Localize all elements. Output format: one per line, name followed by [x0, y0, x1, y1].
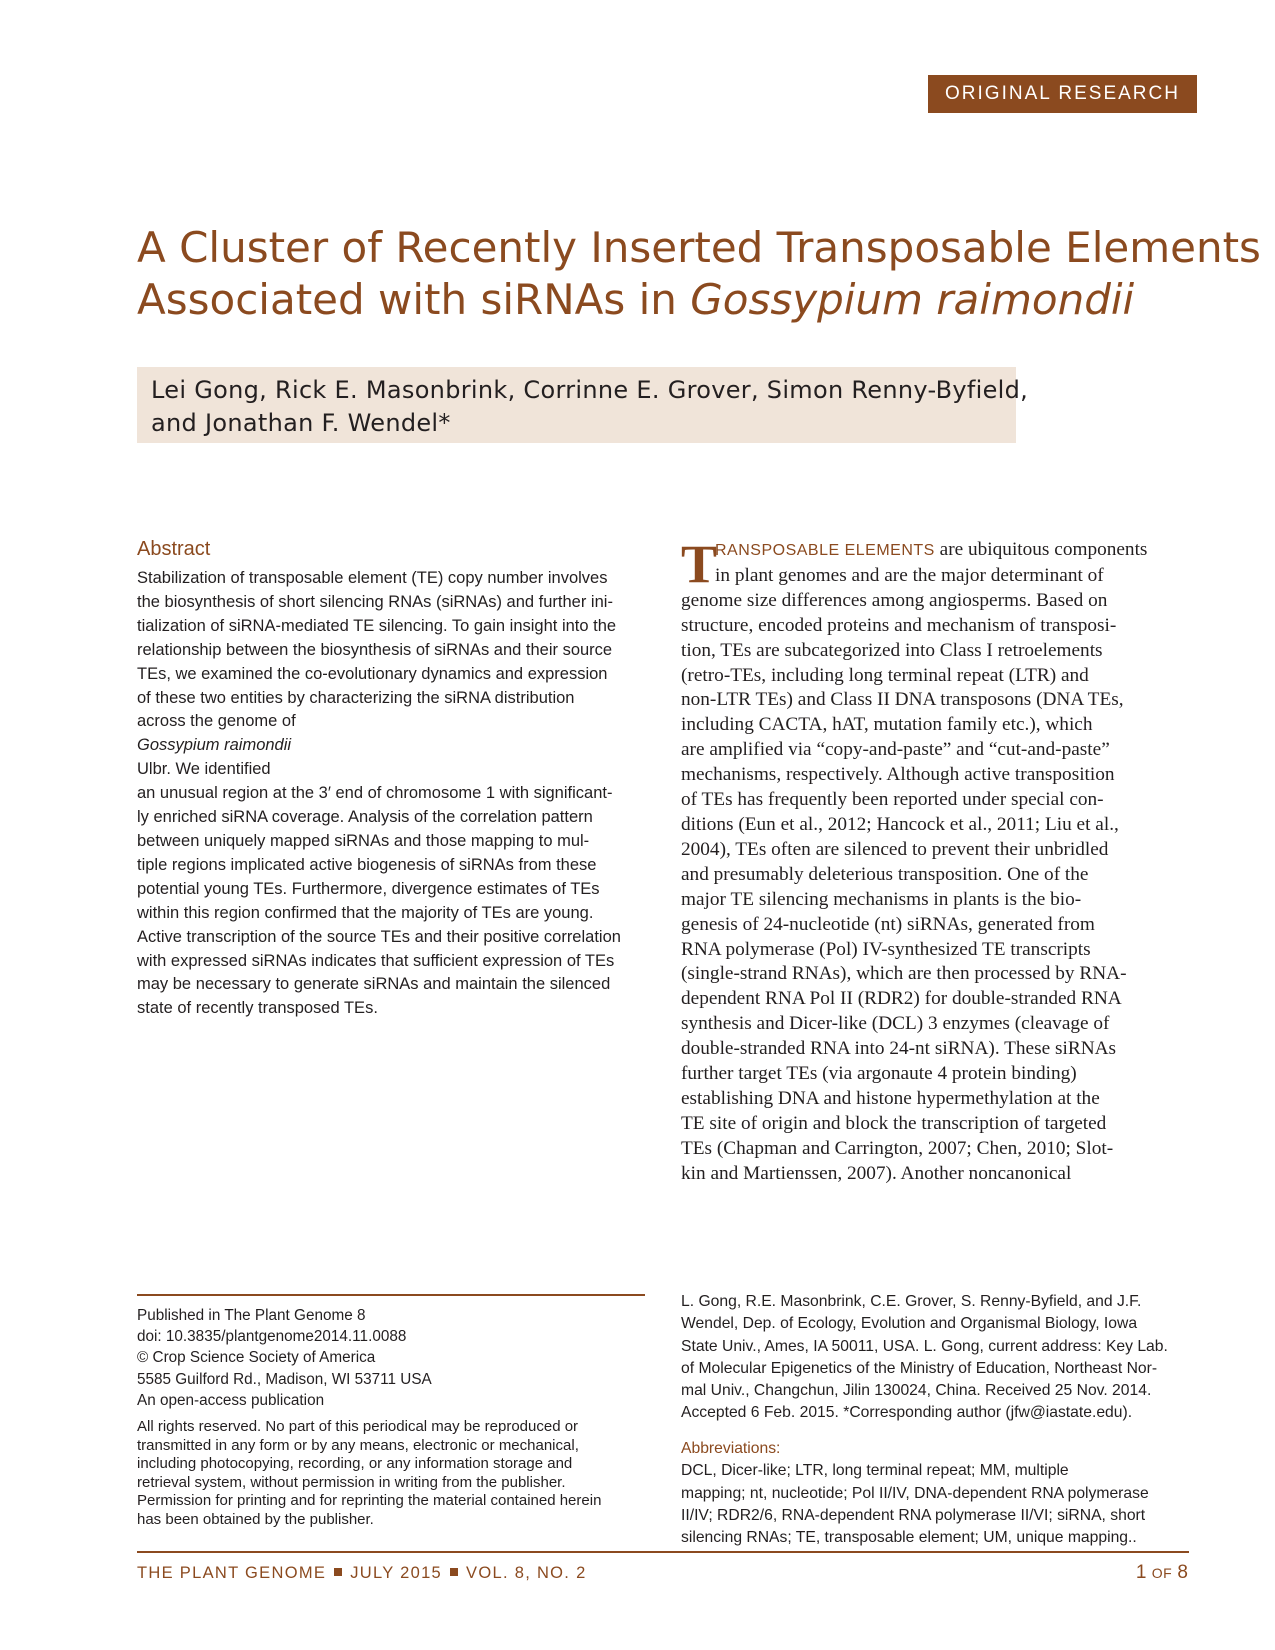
footer-separator — [450, 1568, 458, 1576]
footnote-divider — [137, 1294, 645, 1296]
page-of: OF — [1151, 1565, 1173, 1581]
rights-line: retrieval system, without permission in writing from the publisher. — [137, 1473, 566, 1491]
pubinfo-line: © Crop Science Society of America — [137, 1349, 376, 1367]
intro-line: kin and Martienssen, 2007). Another noncanonical — [681, 1162, 1072, 1184]
rights-line: Permission for printing and for reprinting the material contained herein — [137, 1492, 602, 1510]
abstract-line: with expressed siRNAs indicates that sufficient expression of TEs — [137, 951, 615, 970]
abbr-line: II/IV; RDR2/6, RNA-dependent RNA polymerase II/VI; siRNA, short — [681, 1506, 1146, 1524]
abbr-label: Abbreviations: — [681, 1440, 781, 1457]
footer-journal: THE PLANT GENOME — [137, 1564, 327, 1582]
intro-line: (retro-TEs, including long terminal repeat (LTR) and — [681, 664, 1089, 686]
article-title — [137, 222, 1261, 326]
drop-cap: T — [681, 534, 718, 594]
abbr-line-text: DCL, Dicer-like; LTR, long terminal repeat; MM, multiple — [681, 1462, 1069, 1480]
intro-line: non-LTR TEs) and Class II DNA transposons (DNA TEs, — [681, 689, 1124, 711]
running-footer — [137, 1564, 587, 1583]
abstract-line: TEs, we examined the co-evolutionary dynamics and expression — [137, 664, 608, 683]
abstract-line: relationship between the biosynthesis of siRNAs and their source — [137, 640, 613, 659]
rights-line: including photocopying, recording, or any information storage and — [137, 1455, 573, 1473]
abstract-species: Gossypium raimondii — [137, 736, 292, 755]
title-line-2 — [137, 274, 1197, 326]
intro-line: ditions (Eun et al., 2012; Hancock et al., 2011; Liu et al., — [681, 813, 1119, 835]
intro-line: of TEs has frequently been reported under special con- — [681, 789, 1104, 811]
article-type-banner: ORIGINAL RESEARCH — [928, 75, 1197, 113]
intro-line: structure, encoded proteins and mechanism of transposi- — [681, 614, 1117, 636]
abstract-line: of these two entities by characterizing the siRNA distribution — [137, 688, 575, 707]
affil-line: Accepted 6 Feb. 2015. *Corresponding author (jfw@iastate.edu). — [681, 1404, 1133, 1422]
title-line-2-text: Associated with siRNAs in — [137, 275, 691, 324]
publication-info — [137, 1305, 637, 1411]
abstract-line: between uniquely mapped siRNAs and those mapping to mul- — [137, 831, 590, 850]
intro-line: establishing DNA and histone hypermethylation at the — [681, 1087, 1100, 1109]
abbreviations — [681, 1438, 1201, 1549]
intro-line: major TE silencing mechanisms in plants is the bio- — [681, 888, 1082, 910]
pubinfo-line: Published in The Plant Genome 8 — [137, 1307, 366, 1324]
abstract-line: state of recently transposed TEs. — [137, 999, 378, 1018]
author-box — [137, 367, 1029, 443]
abstract-line-text: Ulbr. We identified — [137, 760, 271, 779]
intro-line: tion, TEs are subcategorized into Class I retroelements — [681, 639, 1103, 661]
intro-line: and presumably deleterious transposition. One of the — [681, 863, 1089, 885]
abstract-line-text: across the genome of — [137, 712, 296, 731]
intro-line: are amplified via “copy-and-paste” and “cut-and-paste” — [681, 739, 1110, 761]
abbr-line: silencing RNAs; TE, transposable element; UM, unique mapping.. — [681, 1529, 1137, 1547]
pubinfo-line: 5585 Guilford Rd., Madison, WI 53711 USA — [137, 1370, 432, 1388]
intro-line: genome size differences among angiosperms. Based on — [681, 589, 1108, 611]
abbr-line — [681, 1438, 1201, 1483]
author-affiliations — [681, 1291, 1201, 1425]
intro-line-text: are ubiquitous components — [934, 539, 1148, 560]
intro-line: TE site of origin and block the transcription of targeted — [681, 1112, 1107, 1134]
abstract-line: within this region confirmed that the majority of TEs are young. — [137, 903, 594, 922]
pubinfo-line: doi: 10.3835/plantgenome2014.11.0088 — [137, 1328, 407, 1346]
intro-line: 2004), TEs often are silenced to prevent their unbridled — [681, 838, 1109, 860]
abstract-line: tialization of siRNA-mediated TE silencing. To gain insight into the — [137, 616, 617, 635]
rights-line: All rights reserved. No part of this periodical may be reproduced or — [137, 1418, 579, 1435]
abstract-heading: Abstract — [137, 538, 211, 560]
intro-line: RNA polymerase (Pol) IV-synthesized TE transcripts — [681, 938, 1091, 960]
abstract-line — [137, 710, 647, 782]
intro-line: (single-strand RNAs), which are then processed by RNA- — [681, 963, 1127, 985]
rights-line: has been obtained by the publisher. — [137, 1510, 374, 1528]
intro-line: dependent RNA Pol II (RDR2) for double-stranded RNA — [681, 988, 1122, 1010]
intro-lead-in: RANSPOSABLE ELEMENTS — [715, 542, 935, 559]
intro-line: double-stranded RNA into 24-nt siRNA). These siRNAs — [681, 1038, 1117, 1060]
affil-line: Wendel, Dep. of Ecology, Evolution and Organismal Biology, Iowa — [681, 1315, 1138, 1333]
abstract-body — [137, 567, 647, 1021]
abbr-line: mapping; nt, nucleotide; Pol II/IV, DNA-dependent RNA polymerase — [681, 1484, 1149, 1502]
intro-line: TEs (Chapman and Carrington, 2007; Chen, 2010; Slot- — [681, 1137, 1114, 1159]
abstract-line: Stabilization of transposable element (TE) copy number involves — [137, 569, 608, 587]
affil-line: State Univ., Ames, IA 50011, USA. L. Gong, current address: Key Lab. — [681, 1337, 1168, 1355]
footer-date: JULY 2015 — [350, 1564, 443, 1582]
affil-line: L. Gong, R.E. Masonbrink, C.E. Grover, S. Renny-Byfield, and J.F. — [681, 1293, 1142, 1310]
rights-line: transmitted in any form or by any means, electronic or mechanical, — [137, 1436, 579, 1454]
rights-statement — [137, 1418, 637, 1530]
footer-volume: VOL. 8, NO. 2 — [466, 1564, 587, 1582]
intro-line: genesis of 24-nucleotide (nt) siRNAs, generated from — [681, 913, 1095, 935]
page-total: 8 — [1177, 1562, 1188, 1583]
affil-line: mal Univ., Changchun, Jilin 130024, China. Received 25 Nov. 2014. — [681, 1382, 1152, 1400]
introduction-body — [681, 534, 1201, 1187]
title-line-1: A Cluster of Recently Inserted Transposable Elements — [137, 223, 1261, 272]
title-species: Gossypium raimondii — [690, 275, 1135, 324]
abstract-line: the biosynthesis of short silencing RNAs (siRNAs) and further ini- — [137, 592, 613, 611]
intro-line: in plant genomes and are the major determinant of — [715, 564, 1104, 586]
authors-line-1: Lei Gong, Rick E. Masonbrink, Corrinne E. Grover, Simon Renny-Byfield, — [151, 376, 1029, 404]
footer-rule — [137, 1551, 1189, 1553]
abstract-line: an unusual region at the 3′ end of chromosome 1 with significant- — [137, 784, 613, 803]
abstract-line: potential young TEs. Furthermore, divergence estimates of TEs — [137, 879, 600, 898]
intro-line: synthesis and Dicer-like (DCL) 3 enzymes (cleavage of — [681, 1013, 1110, 1035]
footer-separator — [334, 1568, 342, 1576]
abstract-line: Active transcription of the source TEs and their positive correlation — [137, 927, 621, 946]
intro-line — [681, 538, 1201, 564]
intro-line: including CACTA, hAT, mutation family etc.), which — [681, 714, 1093, 736]
page-current: 1 — [1135, 1562, 1147, 1583]
affil-line: of Molecular Epigenetics of the Ministry of Education, Northeast Nor- — [681, 1359, 1158, 1377]
abstract-line: ly enriched siRNA coverage. Analysis of the correlation pattern — [137, 808, 593, 827]
page-number — [1100, 1562, 1188, 1584]
abstract-line: may be necessary to generate siRNAs and maintain the silenced — [137, 975, 611, 994]
intro-line: mechanisms, respectively. Although active transposition — [681, 764, 1115, 786]
pubinfo-line: An open-access publication — [137, 1391, 325, 1409]
authors-line-2: and Jonathan F. Wendel* — [151, 409, 451, 437]
abstract-line: tiple regions implicated active biogenesis of siRNAs from these — [137, 855, 597, 874]
intro-line: further target TEs (via argonaute 4 protein binding) — [681, 1063, 1077, 1085]
